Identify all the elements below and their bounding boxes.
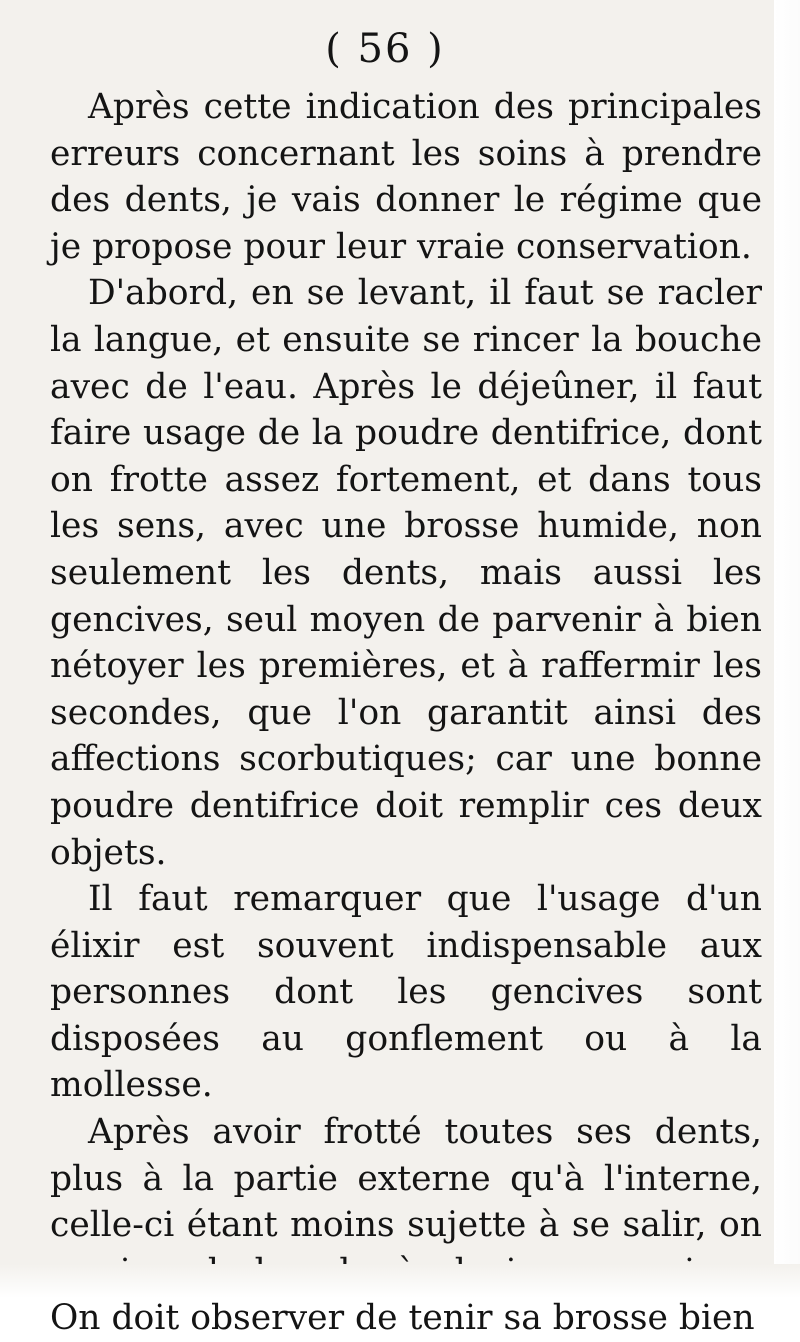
paragraph-3: Il faut remarquer que l'usage d'un élixir est souvent indispensable aux personnes dont les gencives sont disposées au gonflement ou à la mollesse.: [50, 879, 762, 1106]
paragraph-2: D'abord, en se levant, il faut se racler la langue, et ensuite se rincer la bouche avec de l'eau. Après le déjeûner, il faut faire usage de la poudre dentifrice, dont on frotte assez fortement, et dans tous les sens, avec une brosse humide, non seulement les dents, mais aussi les gencives, seul moyen de parvenir à bien nétoyer les premières, et à raffermir les secondes, que l'on garantit ainsi des affections scorbutiques; car une bonne poudre dentifrice doit remplir ces deux objets.: [50, 273, 762, 873]
page-edge-bottom: [0, 1264, 800, 1298]
page-edge-right: [774, 0, 800, 1298]
page-number: ( 56 ): [325, 26, 445, 72]
body-text: [50, 84, 762, 1342]
paragraph-1: Après cette indication des principales erreurs concernant les soins à prendre des dents, je vais donner le régime que je propose pour leur vraie conservation.: [50, 87, 762, 267]
paragraph-4: Après avoir frotté toutes ses dents, plus à la partie externe qu'à l'interne, celle-ci étant moins sujette à se salir, on On doit observer de tenir sa brosse bien: [50, 1112, 762, 1339]
